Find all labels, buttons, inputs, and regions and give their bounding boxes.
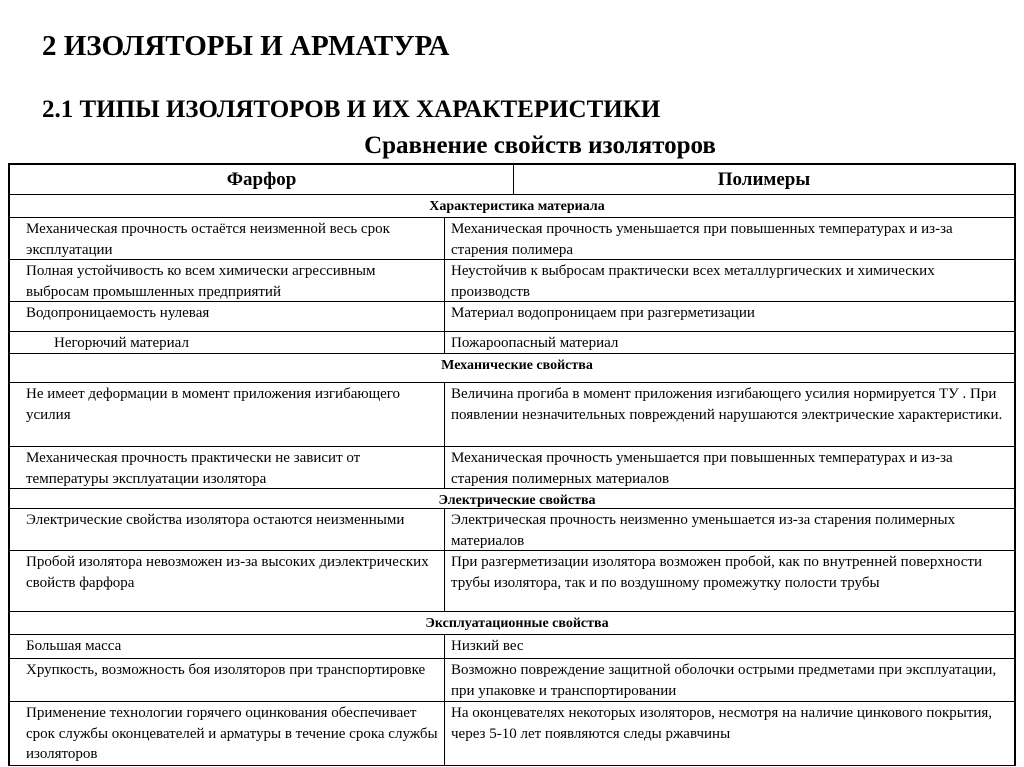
table-row bbox=[10, 260, 1014, 302]
table-row bbox=[10, 551, 1014, 612]
header-porcelain: Фарфор bbox=[10, 165, 514, 194]
section-title: Эксплуатационные свойства bbox=[425, 616, 609, 631]
porcelain-cell: Пробой изолятора невозможен из-за высоких диэлектрических свойств фарфора bbox=[10, 551, 445, 611]
section-row bbox=[10, 612, 1014, 635]
porcelain-cell: Не имеет деформации в момент приложения изгибающего усилия bbox=[10, 383, 445, 446]
header-polymers: Полимеры bbox=[717, 169, 811, 190]
porcelain-cell: Водопроницаемость нулевая bbox=[10, 302, 445, 331]
section-row bbox=[10, 195, 1014, 218]
porcelain-cell: Механическая прочность практически не зависит от температуры эксплуатации изолятора bbox=[10, 447, 445, 488]
section-title: 2.1 ТИПЫ ИЗОЛЯТОРОВ И ИХ ХАРАКТЕРИСТИКИ bbox=[42, 96, 661, 123]
polymer-cell: Механическая прочность уменьшается при повышенных температурах и из-за старения полимерных материалов bbox=[451, 450, 953, 487]
table-row bbox=[10, 302, 1014, 332]
table-row bbox=[10, 702, 1014, 766]
porcelain-cell: Хрупкость, возможность боя изоляторов при транспортировке bbox=[10, 659, 445, 701]
polymer-cell: Электрическая прочность неизменно уменьшается из-за старения полимерных материалов bbox=[451, 512, 956, 549]
polymer-cell: На оконцевателях некоторых изоляторов, несмотря на наличие цинкового покрытия, через 5-10 лет появляются следы ржавчины bbox=[451, 705, 993, 742]
polymer-cell: Величина прогиба в момент приложения изгибающего усилия нормируется ТУ . При появлении незначительных повреждений нарушаются электрические характеристики. bbox=[451, 386, 1003, 423]
porcelain-cell: Большая масса bbox=[10, 635, 445, 658]
section-row bbox=[10, 354, 1014, 383]
table-caption: Сравнение свойств изоляторов bbox=[364, 132, 716, 159]
porcelain-cell: Полная устойчивость ко всем химически агрессивным выбросам промышленных предприятий bbox=[10, 260, 445, 301]
section-title: Характеристика материала bbox=[429, 199, 605, 214]
table-row bbox=[10, 383, 1014, 447]
polymer-cell: При разгерметизации изолятора возможен пробой, как по внутренней поверхности трубы изолятора, так и по воздушному промежутку полости трубы bbox=[451, 554, 982, 591]
polymer-cell: Материал водопроницаем при разгерметизации bbox=[451, 305, 755, 321]
porcelain-cell: Негорючий материал bbox=[10, 332, 445, 353]
section-title: Электрические свойства bbox=[438, 493, 596, 508]
polymer-cell: Низкий вес bbox=[451, 638, 524, 654]
table-row bbox=[10, 635, 1014, 659]
table-row bbox=[10, 447, 1014, 489]
section-title: Механические свойства bbox=[441, 358, 593, 373]
table-row bbox=[10, 659, 1014, 702]
porcelain-cell: Электрические свойства изолятора остаются неизменными bbox=[10, 509, 445, 550]
page-title: 2 ИЗОЛЯТОРЫ И АРМАТУРА bbox=[42, 30, 450, 62]
table-row bbox=[10, 332, 1014, 354]
table-header-row bbox=[10, 165, 1014, 195]
porcelain-cell: Механическая прочность остаётся неизменной весь срок эксплуатации bbox=[10, 218, 445, 259]
table-row bbox=[10, 509, 1014, 551]
table-row bbox=[10, 218, 1014, 260]
comparison-table bbox=[8, 163, 1016, 766]
section-row bbox=[10, 489, 1014, 509]
polymer-cell: Возможно повреждение защитной оболочки острыми предметами при эксплуатации, при упаковке и транспортировании bbox=[451, 662, 997, 699]
polymer-cell: Пожароопасный материал bbox=[451, 335, 619, 351]
polymer-cell: Механическая прочность уменьшается при повышенных температурах и из-за старения полимера bbox=[451, 221, 953, 258]
polymer-cell: Неустойчив к выбросам практически всех металлургических и химических производств bbox=[451, 263, 935, 300]
porcelain-cell: Применение технологии горячего оцинкования обеспечивает срок службы оконцевателей и арматуры в течение срока службы изоляторов bbox=[10, 702, 445, 765]
